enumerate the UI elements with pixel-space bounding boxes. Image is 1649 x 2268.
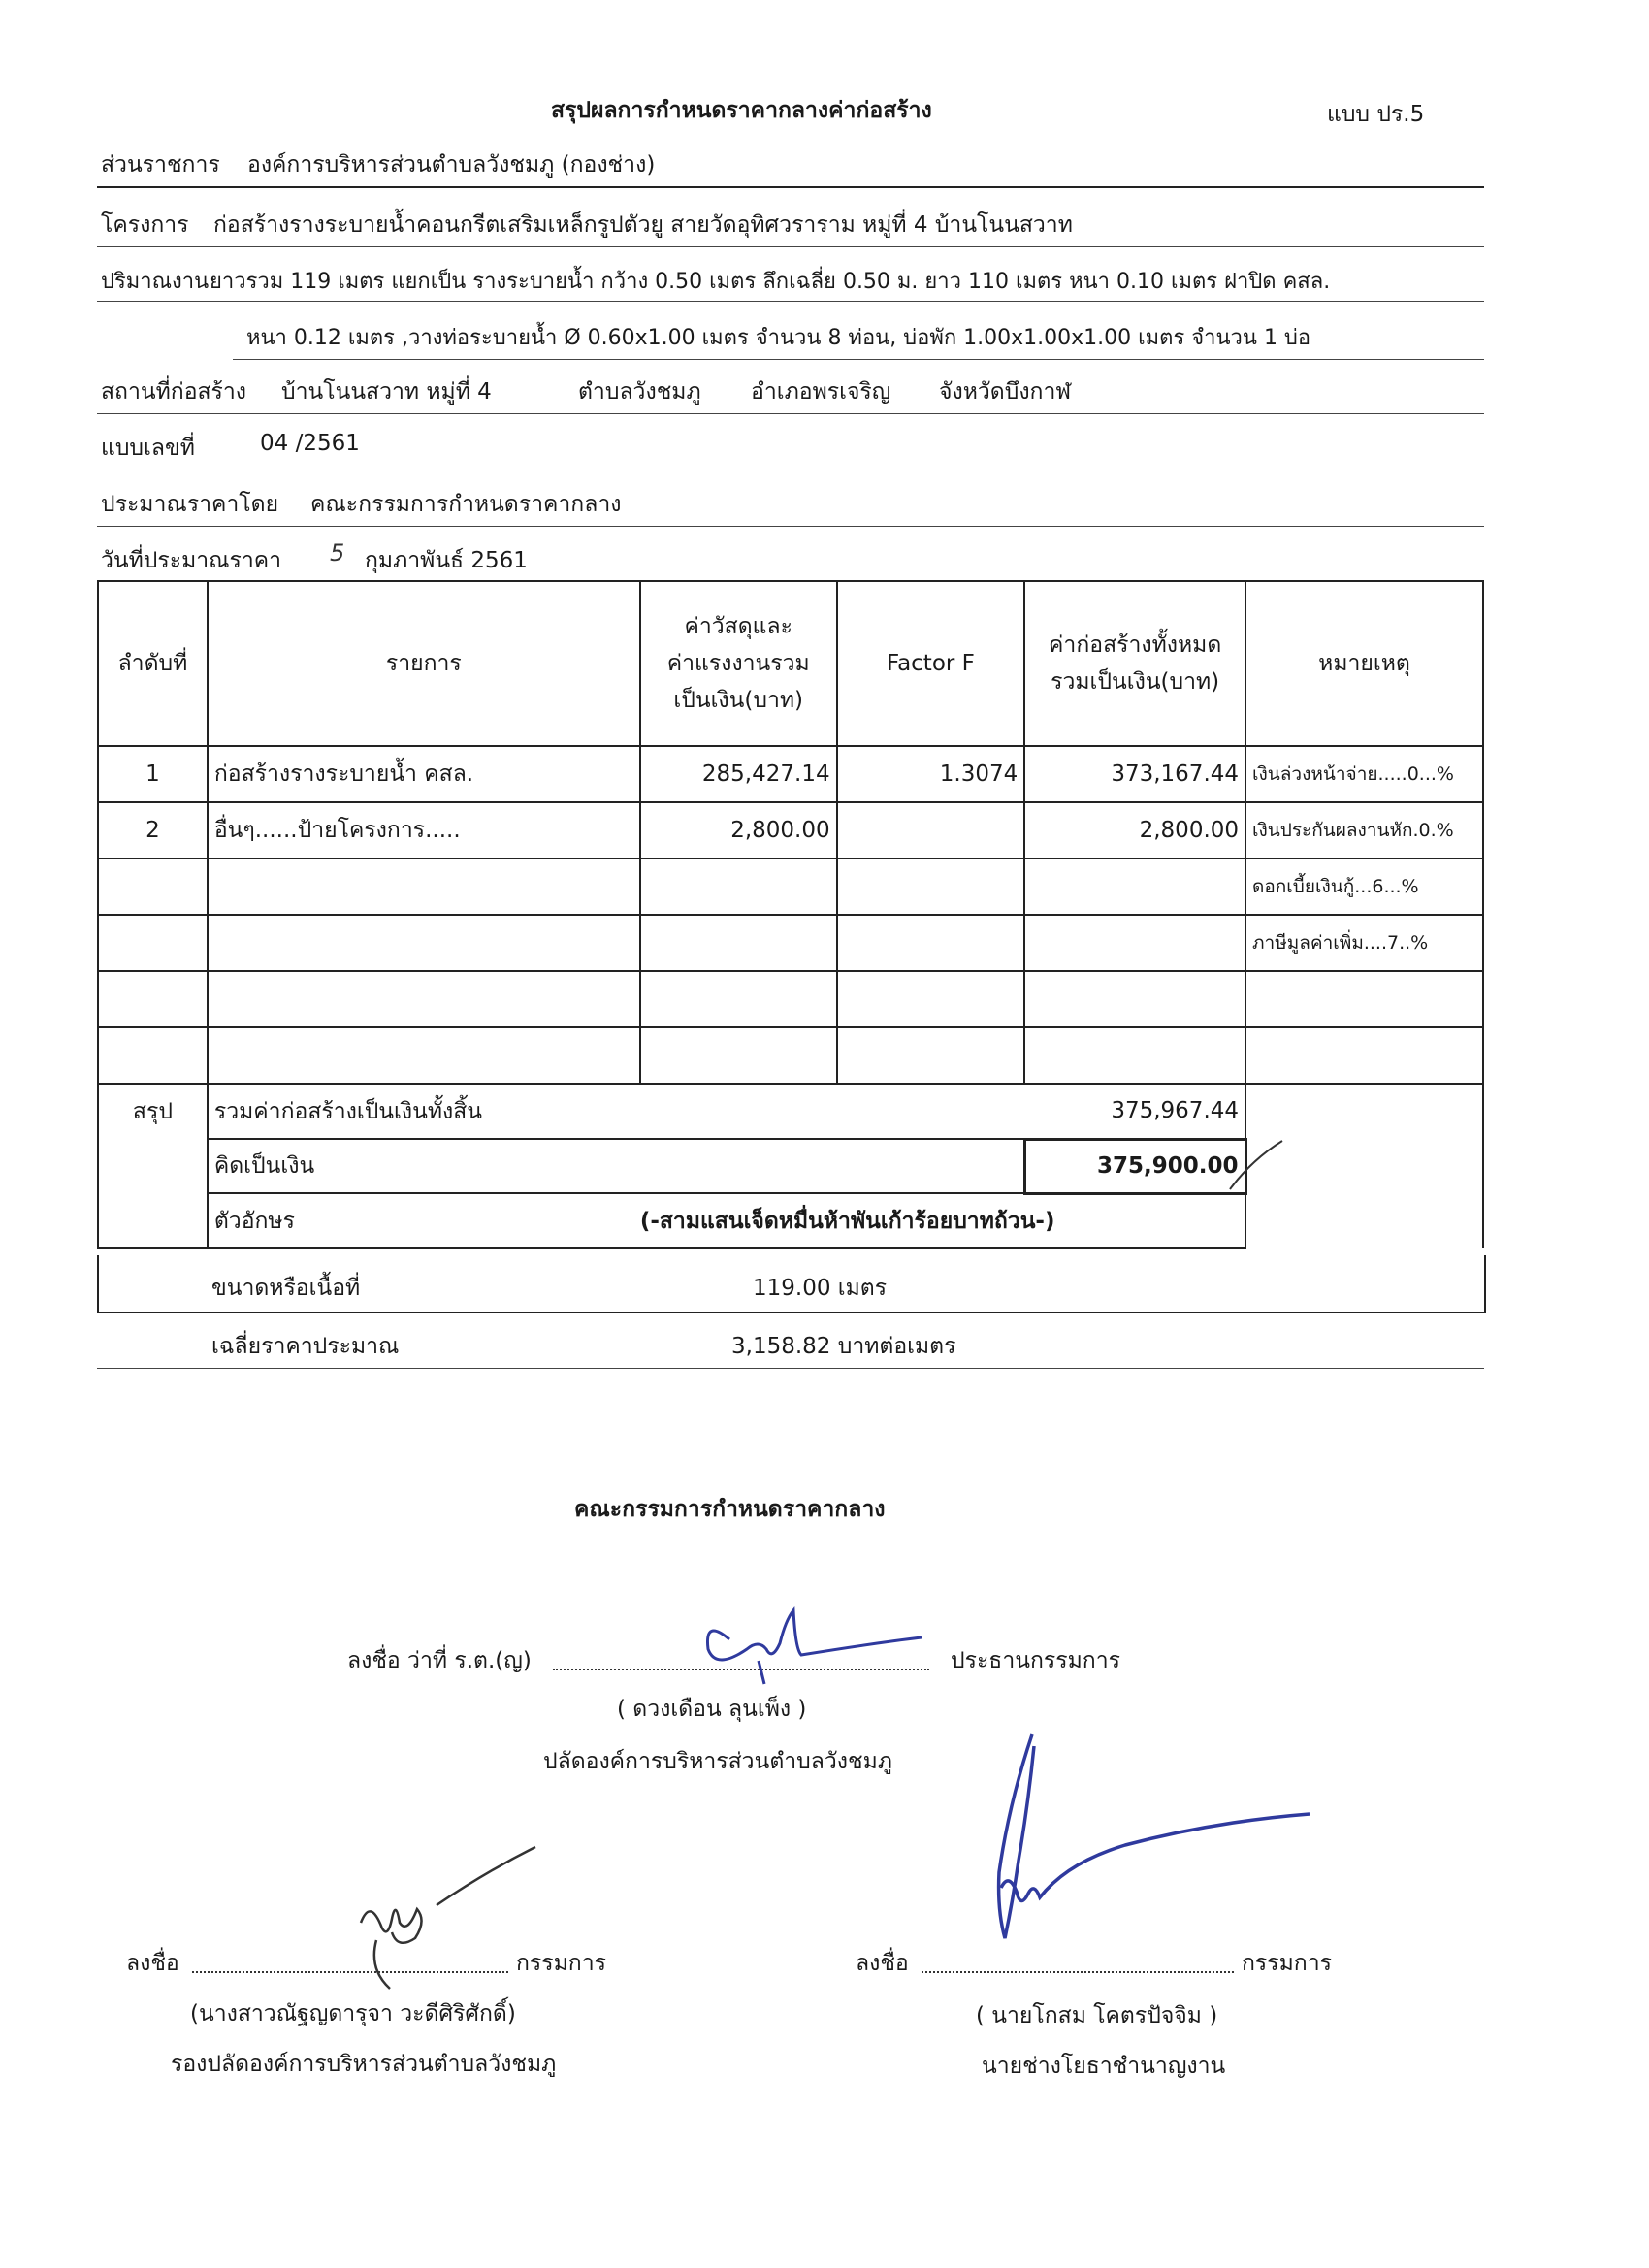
date-value: กุมภาพันธ์ 2561 [365,548,528,573]
chair-signature [707,1610,922,1684]
committee-title: คณะกรรมการกำหนดราคากลาง [574,1497,886,1522]
chair-sign-label: ลงชื่อ ว่าที่ ร.ต.(ญ) [347,1648,532,1673]
page-title: สรุปผลการกำหนดราคากลางค่าก่อสร้าง [551,98,932,123]
row-remark: ดอกเบี้ยเงินกู้...6...% [1245,859,1483,915]
row-remark: เงินล่วงหน้าจ่าย.....0...% [1245,746,1483,802]
header-remark: หมายเหตุ [1245,581,1483,746]
chair-position: ปลัดองค์การบริหารส่วนตำบลวังชมภู [543,1749,892,1774]
form-code: แบบ ปร.5 [1327,102,1425,127]
row-material: 2,800.00 [640,802,837,859]
location-subdistrict: ตำบลวังชมภู [578,379,701,405]
member1-signature [361,1847,535,1989]
row-no: 1 [98,746,208,802]
estimated-by-label: ประมาณราคาโดย [101,492,279,517]
size-label: ขนาดหรือเนื้อที่ [211,1276,361,1301]
quantity-line-2: หนา 0.12 เมตร ,วางท่อระบายน้ำ Ø 0.60x1.00 เมตร จำนวน 8 ท่อน, บ่อพัก 1.00x1.00x1.00 เมตร จำนวน 1 บ่อ [246,326,1311,350]
header-item: รายการ [208,581,640,746]
summary-total-label: รวมค่าก่อสร้างเป็นเงินทั้งสิ้น [208,1084,1024,1139]
quantity-label: ปริมาณงาน [101,270,210,294]
row-remark: เงินประกันผลงานหัก.0.% [1245,802,1483,859]
summary-total-value: 375,967.44 [1024,1084,1245,1139]
project-label: โครงการ [101,212,189,238]
member1-position: รองปลัดองค์การบริหารส่วนตำบลวังชมภู [171,2052,557,2077]
member2-signature [999,1734,1310,1938]
plan-no-label: แบบเลขที่ [101,436,195,461]
summary-rounded-label: คิดเป็นเงิน [208,1139,1024,1193]
row-factor: 1.3074 [837,746,1025,802]
agency-value: องค์การบริหารส่วนตำบลวังชมภู (กองช่าง) [247,152,656,178]
plan-no-value: 04 /2561 [260,431,360,456]
location-village: บ้านโนนสวาท หมู่ที่ 4 [281,379,492,405]
header-factor: Factor F [837,581,1025,746]
summary-label: สรุป [98,1084,208,1139]
member2-name: ( นายโกสม โคตรปัจจิม ) [976,2003,1218,2028]
member2-sign-label: ลงชื่อ [856,1951,909,1976]
quantity-line-1: ยาวรวม 119 เมตร แยกเป็น รางระบายน้ำ กว้าง 0.50 เมตร ลึกเฉลี่ย 0.50 ม. ยาว 110 เมตร หนา 0.10 เมตร ฝาปิด คสล. [210,270,1331,294]
header-total-line-1: ค่าก่อสร้างทั้งหมด [1049,632,1222,658]
header-total-line-2: รวมเป็นเงิน(บาท) [1051,669,1220,695]
header-material-line-2: ค่าแรงงานรวม [666,651,810,676]
location-province: จังหวัดบึงกาฬ [939,379,1072,405]
member1-name: (นางสาวณัฐญดารุจา วะดีศิริศักดิ์) [190,2001,516,2026]
location-label: สถานที่ก่อสร้าง [101,379,247,405]
member1-role: กรรมการ [516,1951,606,1976]
chair-role: ประธานกรรมการ [951,1648,1120,1673]
header-material-line-3: เป็นเงิน(บาท) [673,688,804,713]
avg-value: 3,158.82 บาทต่อเมตร [731,1334,956,1359]
row-item: ก่อสร้างรางระบายน้ำ คสล. [208,746,640,802]
row-total: 373,167.44 [1024,746,1245,802]
row-material: 285,427.14 [640,746,837,802]
summary-rounded-value: 375,900.00 [1024,1139,1245,1193]
row-total: 2,800.00 [1024,802,1245,859]
member1-sign-label: ลงชื่อ [126,1951,179,1976]
date-label: วันที่ประมาณราคา [101,548,282,573]
project-value: ก่อสร้างรางระบายน้ำคอนกรีตเสริมเหล็กรูปตัวยู สายวัดอุทิศวราราม หมู่ที่ 4 บ้านโนนสวาท [213,212,1073,238]
summary-words-value: (-สามแสนเจ็ดหมื่นห้าพันเก้าร้อยบาทถ้วน-) [640,1193,1245,1248]
summary-words-label: ตัวอักษร [208,1193,640,1248]
header-material-line-1: ค่าวัสดุและ [684,614,792,639]
row-no: 2 [98,802,208,859]
row-remark: ภาษีมูลค่าเพิ่ม....7..% [1245,915,1483,971]
member2-position: นายช่างโยธาชำนาญงาน [982,2054,1226,2079]
location-district: อำเภอพรเจริญ [751,379,891,405]
avg-label: เฉลี่ยราคาประมาณ [211,1334,400,1359]
size-value: 119.00 เมตร [753,1276,888,1301]
check-mark [1230,1141,1282,1189]
row-item: อื่นๆ......ป้ายโครงการ..... [208,802,640,859]
header-no: ลำดับที่ [98,581,208,746]
estimated-by-value: คณะกรรมการกำหนดราคากลาง [310,492,622,517]
date-day-handwritten: 5 [330,539,345,567]
chair-name: ( ดวงเดือน ลุนเพ็ง ) [617,1697,807,1722]
member2-role: กรรมการ [1242,1951,1332,1976]
agency-label: ส่วนราชการ [101,152,220,178]
